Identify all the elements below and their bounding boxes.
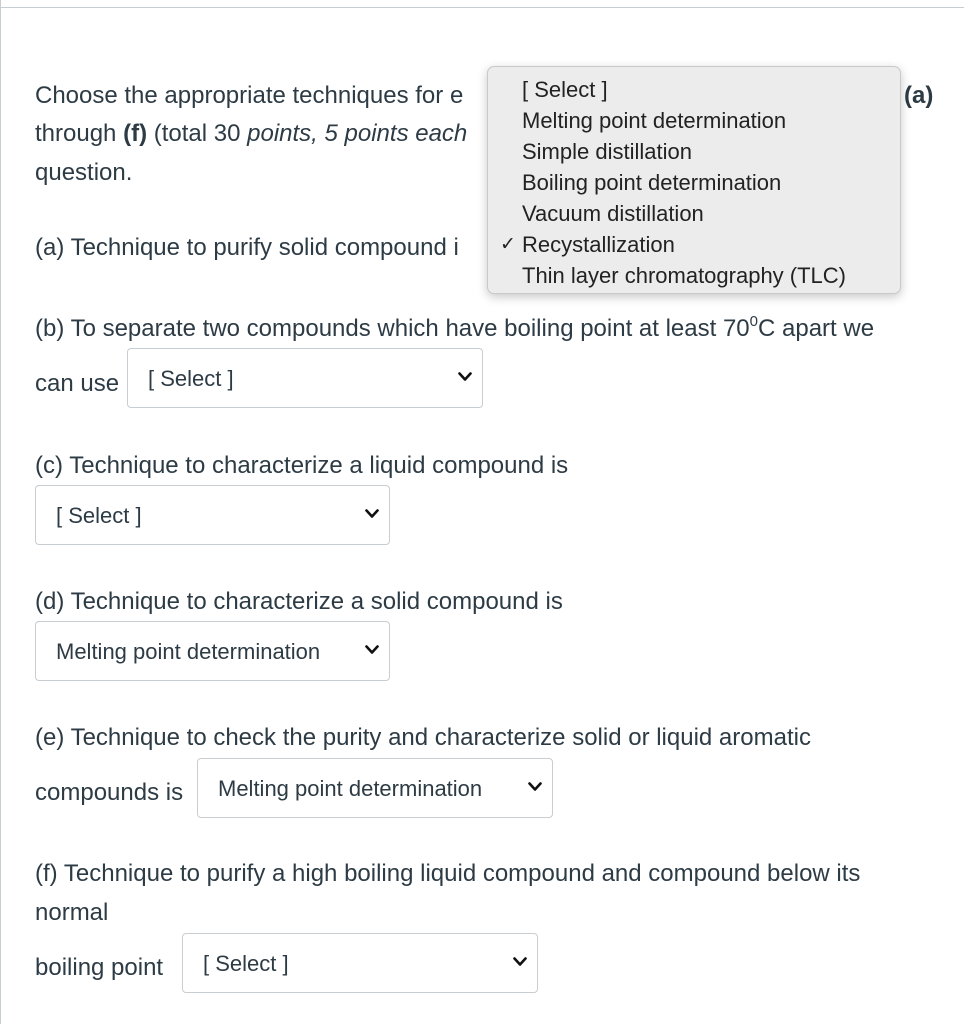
dropdown-option-vacuum-distillation[interactable] [488, 197, 900, 228]
question-f-line-1 [35, 859, 860, 889]
question-text: question. [35, 159, 133, 186]
question-c-text: (c) Technique to characterize a liquid compound is [35, 452, 569, 479]
chevron-down-icon [365, 508, 379, 520]
dropdown-option-label: Recystallization [522, 232, 675, 257]
intro-line-3 [35, 158, 132, 188]
part-a-label: (a) [904, 82, 934, 109]
select-b-value: [ Select ] [148, 366, 234, 391]
dropdown-option-label: [ Select ] [522, 77, 608, 102]
part-f-label: (f) [123, 120, 148, 147]
chevron-down-icon [365, 644, 379, 656]
question-c [35, 451, 568, 481]
intro-line-1 [35, 81, 463, 111]
dropdown-option-label: Simple distillation [522, 139, 692, 164]
dropdown-option-label: Boiling point determination [522, 170, 782, 195]
question-f-line-2 [35, 898, 108, 928]
dropdown-option-tlc[interactable] [488, 259, 900, 290]
select-e[interactable] [197, 758, 553, 818]
intro-line-2 [35, 119, 467, 149]
dropdown-option-melting-point[interactable] [488, 104, 900, 135]
question-f-text: (f) Technique to purify a high boiling liquid compound and compound below its [35, 860, 861, 887]
chevron-down-icon [513, 956, 527, 968]
question-e-line-2 [35, 778, 183, 808]
question-e-line-1 [35, 723, 811, 753]
dropdown-option-boiling-point[interactable] [488, 166, 900, 197]
checkmark-icon: ✓ [500, 234, 516, 255]
select-b[interactable] [127, 348, 483, 408]
question-a-text: (a) Technique to purify solid compound i [35, 234, 459, 261]
total-text: (total 30 [147, 120, 248, 147]
question-e-text: (e) Technique to check the purity and characterize solid or liquid aromatic [35, 724, 811, 751]
question-b-line-1 [35, 314, 874, 347]
question-f-normal: normal [35, 899, 109, 926]
question-b-line-2 [35, 369, 119, 399]
points-text: points, 5 points each [247, 120, 468, 147]
question-d-text: (d) Technique to characterize a solid compound is [35, 588, 563, 615]
select-d-value: Melting point determination [56, 639, 321, 664]
select-f-value: [ Select ] [203, 951, 289, 976]
question-b-text: (b) To separate two compounds which have boiling point at least 70 [35, 315, 750, 342]
through-text: through [35, 120, 124, 147]
select-d[interactable] [35, 621, 390, 681]
select-a-dropdown-menu[interactable] [487, 66, 901, 294]
chevron-down-icon [458, 371, 472, 383]
question-e-compounds: compounds is [35, 779, 184, 806]
dropdown-option-label: Thin layer chromatography (TLC) [522, 263, 847, 288]
dropdown-option-label: Vacuum distillation [522, 201, 704, 226]
question-b-can-use: can use [35, 370, 120, 397]
degree-superscript: 0 [749, 313, 758, 330]
intro-a-label [904, 81, 933, 111]
select-f[interactable] [182, 933, 538, 993]
dropdown-option-simple-distillation[interactable] [488, 135, 900, 166]
question-f-boiling-point: boiling point [35, 954, 164, 981]
dropdown-option-select[interactable] [488, 73, 900, 104]
dropdown-option-label: Melting point determination [522, 108, 787, 133]
select-c[interactable] [35, 485, 390, 545]
chevron-down-icon [528, 781, 542, 793]
question-a [35, 233, 459, 263]
question-f-line-3 [35, 953, 163, 983]
page-left-border [0, 0, 1, 1024]
select-c-value: [ Select ] [56, 503, 142, 528]
question-b-text-end: C apart we [758, 315, 875, 342]
select-e-value: Melting point determination [218, 776, 483, 801]
intro-text: Choose the appropriate techniques for e [35, 82, 464, 109]
question-d [35, 587, 563, 617]
page-top-border [0, 0, 964, 8]
dropdown-option-recrystallization[interactable] [488, 228, 900, 259]
